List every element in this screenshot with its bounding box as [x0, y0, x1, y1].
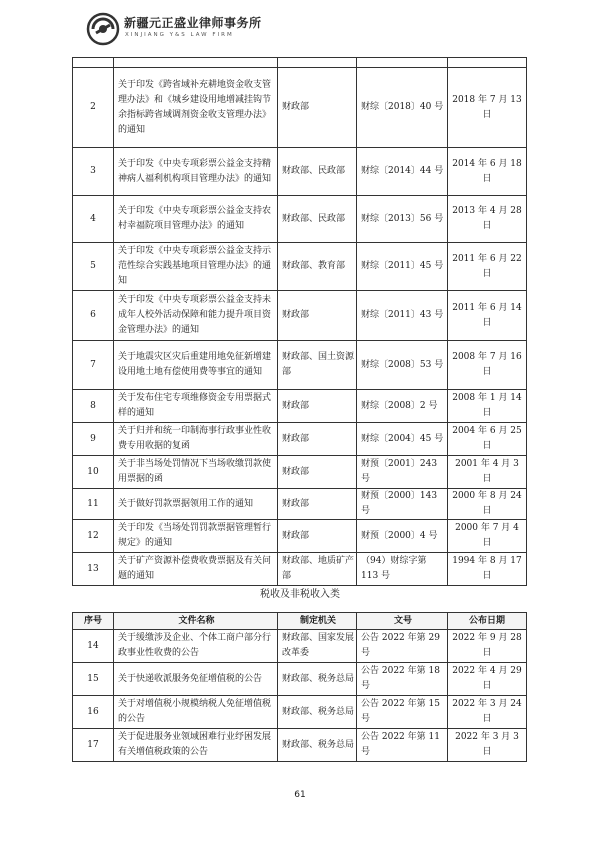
cell-doc: 财综〔2004〕45 号 — [357, 423, 448, 456]
cell-org: 财政部 — [278, 291, 357, 341]
header-date: 公布日期 — [448, 613, 527, 630]
cell-date: 2022 年 3 月 3 日 — [448, 729, 527, 762]
cell-no: 2 — [73, 68, 114, 148]
cell-doc: 财综〔2008〕2 号 — [357, 390, 448, 423]
table-row — [73, 291, 527, 341]
cell-org: 财政部、民政部 — [278, 148, 357, 196]
cell-org: 财政部、国家发展改革委 — [278, 630, 357, 663]
cell-doc: 财预〔2000〕4 号 — [357, 520, 448, 553]
cell-date: 2013 年 4 月 28 日 — [448, 196, 527, 243]
cell-name — [114, 58, 278, 68]
cell-org: 财政部、民政部 — [278, 196, 357, 243]
cell-name: 关于印发《中央专项彩票公益金支持精神病人福利机构项目管理办法》的通知 — [114, 148, 278, 196]
cell-org: 财政部 — [278, 68, 357, 148]
cell-no: 14 — [73, 630, 114, 663]
table-row — [73, 520, 527, 553]
firm-name-english: XINJIANG Y&S LAW FIRM — [125, 32, 234, 38]
cell-org: 财政部、税务总局 — [278, 663, 357, 696]
cell-name: 关于非当场处罚情况下当场收缴罚款使用票据的函 — [114, 456, 278, 489]
cell-org: 财政部、地质矿产部 — [278, 553, 357, 586]
cell-name: 关于印发《中央专项彩票公益金支持示范性综合实践基地项目管理办法》的通知 — [114, 243, 278, 291]
cell-name: 关于对增值税小规模纳税人免征增值税的公告 — [114, 696, 278, 729]
table-row — [73, 696, 527, 729]
cell-date: 2004 年 6 月 25 日 — [448, 423, 527, 456]
cell-no: 12 — [73, 520, 114, 553]
cell-name: 关于做好罚款票据领用工作的通知 — [114, 489, 278, 520]
cell-no: 16 — [73, 696, 114, 729]
header-org: 制定机关 — [278, 613, 357, 630]
cell-name: 关于印发《当场处罚罚款票据管理暂行规定》的通知 — [114, 520, 278, 553]
cell-date: 2018 年 7 月 13 日 — [448, 68, 527, 148]
table-row — [73, 243, 527, 291]
cell-doc: 财预〔2001〕243 号 — [357, 456, 448, 489]
cell-no: 6 — [73, 291, 114, 341]
cell-org — [278, 58, 357, 68]
cell-date: 2011 年 6 月 22 日 — [448, 243, 527, 291]
cell-doc: 财综〔2018〕40 号 — [357, 68, 448, 148]
table-header-row — [73, 613, 527, 630]
table-row — [73, 553, 527, 586]
cell-no: 17 — [73, 729, 114, 762]
cell-org: 财政部、税务总局 — [278, 729, 357, 762]
cell-no: 5 — [73, 243, 114, 291]
firm-logo-icon — [86, 12, 120, 46]
cell-name: 关于矿产资源补偿费收费票据及有关问题的通知 — [114, 553, 278, 586]
cell-name: 关于发布住宅专项维修资金专用票据式样的通知 — [114, 390, 278, 423]
cell-no: 9 — [73, 423, 114, 456]
table-row — [73, 58, 527, 68]
cell-date: 2000 年 8 月 24 日 — [448, 489, 527, 520]
cell-doc: 财综〔2008〕53 号 — [357, 341, 448, 390]
section-title: 税收及非税收入类 — [260, 589, 340, 600]
cell-name: 关于缓缴涉及企业、个体工商户部分行政事业性收费的公告 — [114, 630, 278, 663]
table-row — [73, 423, 527, 456]
cell-org: 财政部、税务总局 — [278, 696, 357, 729]
cell-no: 8 — [73, 390, 114, 423]
cell-name: 关于印发《中央专项彩票公益金支持农村幸福院项目管理办法》的通知 — [114, 196, 278, 243]
table-row — [73, 390, 527, 423]
table-row — [73, 630, 527, 663]
cell-no — [73, 58, 114, 68]
cell-date: 2022 年 9 月 28 日 — [448, 630, 527, 663]
cell-no: 13 — [73, 553, 114, 586]
cell-date: 2011 年 6 月 14 日 — [448, 291, 527, 341]
cell-no: 7 — [73, 341, 114, 390]
header-name: 文件名称 — [114, 613, 278, 630]
table-row — [73, 68, 527, 148]
cell-name: 关于印发《跨省域补充耕地资金收支管理办法》和《城乡建设用地增减挂钩节余指标跨省域调剂资金收支管理办法》的通知 — [114, 68, 278, 148]
table-row — [73, 456, 527, 489]
header-doc: 文号 — [357, 613, 448, 630]
cell-date: 2022 年 4 月 29 日 — [448, 663, 527, 696]
cell-date: 2001 年 4 月 3 日 — [448, 456, 527, 489]
cell-doc: 公告 2022 年第 15 号 — [357, 696, 448, 729]
cell-date: 2008 年 1 月 14 日 — [448, 390, 527, 423]
cell-doc: 财综〔2014〕44 号 — [357, 148, 448, 196]
page-header — [86, 12, 386, 48]
cell-doc — [357, 58, 448, 68]
table-row — [73, 729, 527, 762]
tax-documents-table — [72, 612, 527, 762]
cell-doc: 公告 2022 年第 11 号 — [357, 729, 448, 762]
table-row — [73, 489, 527, 520]
firm-name-chinese: 新疆元正盛业律师事务所 — [124, 16, 262, 30]
cell-name: 关于促进服务业领域困难行业纾困发展有关增值税政策的公告 — [114, 729, 278, 762]
cell-doc: 公告 2022 年第 18 号 — [357, 663, 448, 696]
cell-no: 4 — [73, 196, 114, 243]
cell-no: 3 — [73, 148, 114, 196]
cell-no: 11 — [73, 489, 114, 520]
cell-org: 财政部 — [278, 423, 357, 456]
page-number: 61 — [294, 790, 306, 800]
cell-name: 关于快递收派服务免征增值税的公告 — [114, 663, 278, 696]
table-row — [73, 196, 527, 243]
cell-doc: 财综〔2013〕56 号 — [357, 196, 448, 243]
cell-doc: 公告 2022 年第 29 号 — [357, 630, 448, 663]
cell-doc: 财综〔2011〕43 号 — [357, 291, 448, 341]
cell-name: 关于地震灾区灾后重建用地免征新增建设用地土地有偿使用费等事宜的通知 — [114, 341, 278, 390]
cell-date: 2014 年 6 月 18 日 — [448, 148, 527, 196]
cell-date: 2000 年 7 月 4 日 — [448, 520, 527, 553]
cell-org: 财政部、教育部 — [278, 243, 357, 291]
cell-org: 财政部 — [278, 489, 357, 520]
cell-no: 15 — [73, 663, 114, 696]
header-no: 序号 — [73, 613, 114, 630]
cell-doc: 财综〔2011〕45 号 — [357, 243, 448, 291]
cell-name: 关于印发《中央专项彩票公益金支持未成年人校外活动保障和能力提升项目资金管理办法》的通知 — [114, 291, 278, 341]
table-row — [73, 148, 527, 196]
cell-date — [448, 58, 527, 68]
fiscal-documents-table — [72, 57, 527, 586]
cell-org: 财政部 — [278, 456, 357, 489]
cell-org: 财政部 — [278, 520, 357, 553]
cell-date: 2022 年 3 月 24 日 — [448, 696, 527, 729]
cell-org: 财政部 — [278, 390, 357, 423]
cell-doc: （94）财综字第 113 号 — [357, 553, 448, 586]
cell-org: 财政部、国土资源部 — [278, 341, 357, 390]
cell-name: 关于归并和统一印制海事行政事业性收费专用收据的复函 — [114, 423, 278, 456]
cell-doc: 财预〔2000〕143 号 — [357, 489, 448, 520]
cell-date: 1994 年 8 月 17 日 — [448, 553, 527, 586]
cell-no: 10 — [73, 456, 114, 489]
table-row — [73, 341, 527, 390]
table-row — [73, 663, 527, 696]
cell-date: 2008 年 7 月 16 日 — [448, 341, 527, 390]
